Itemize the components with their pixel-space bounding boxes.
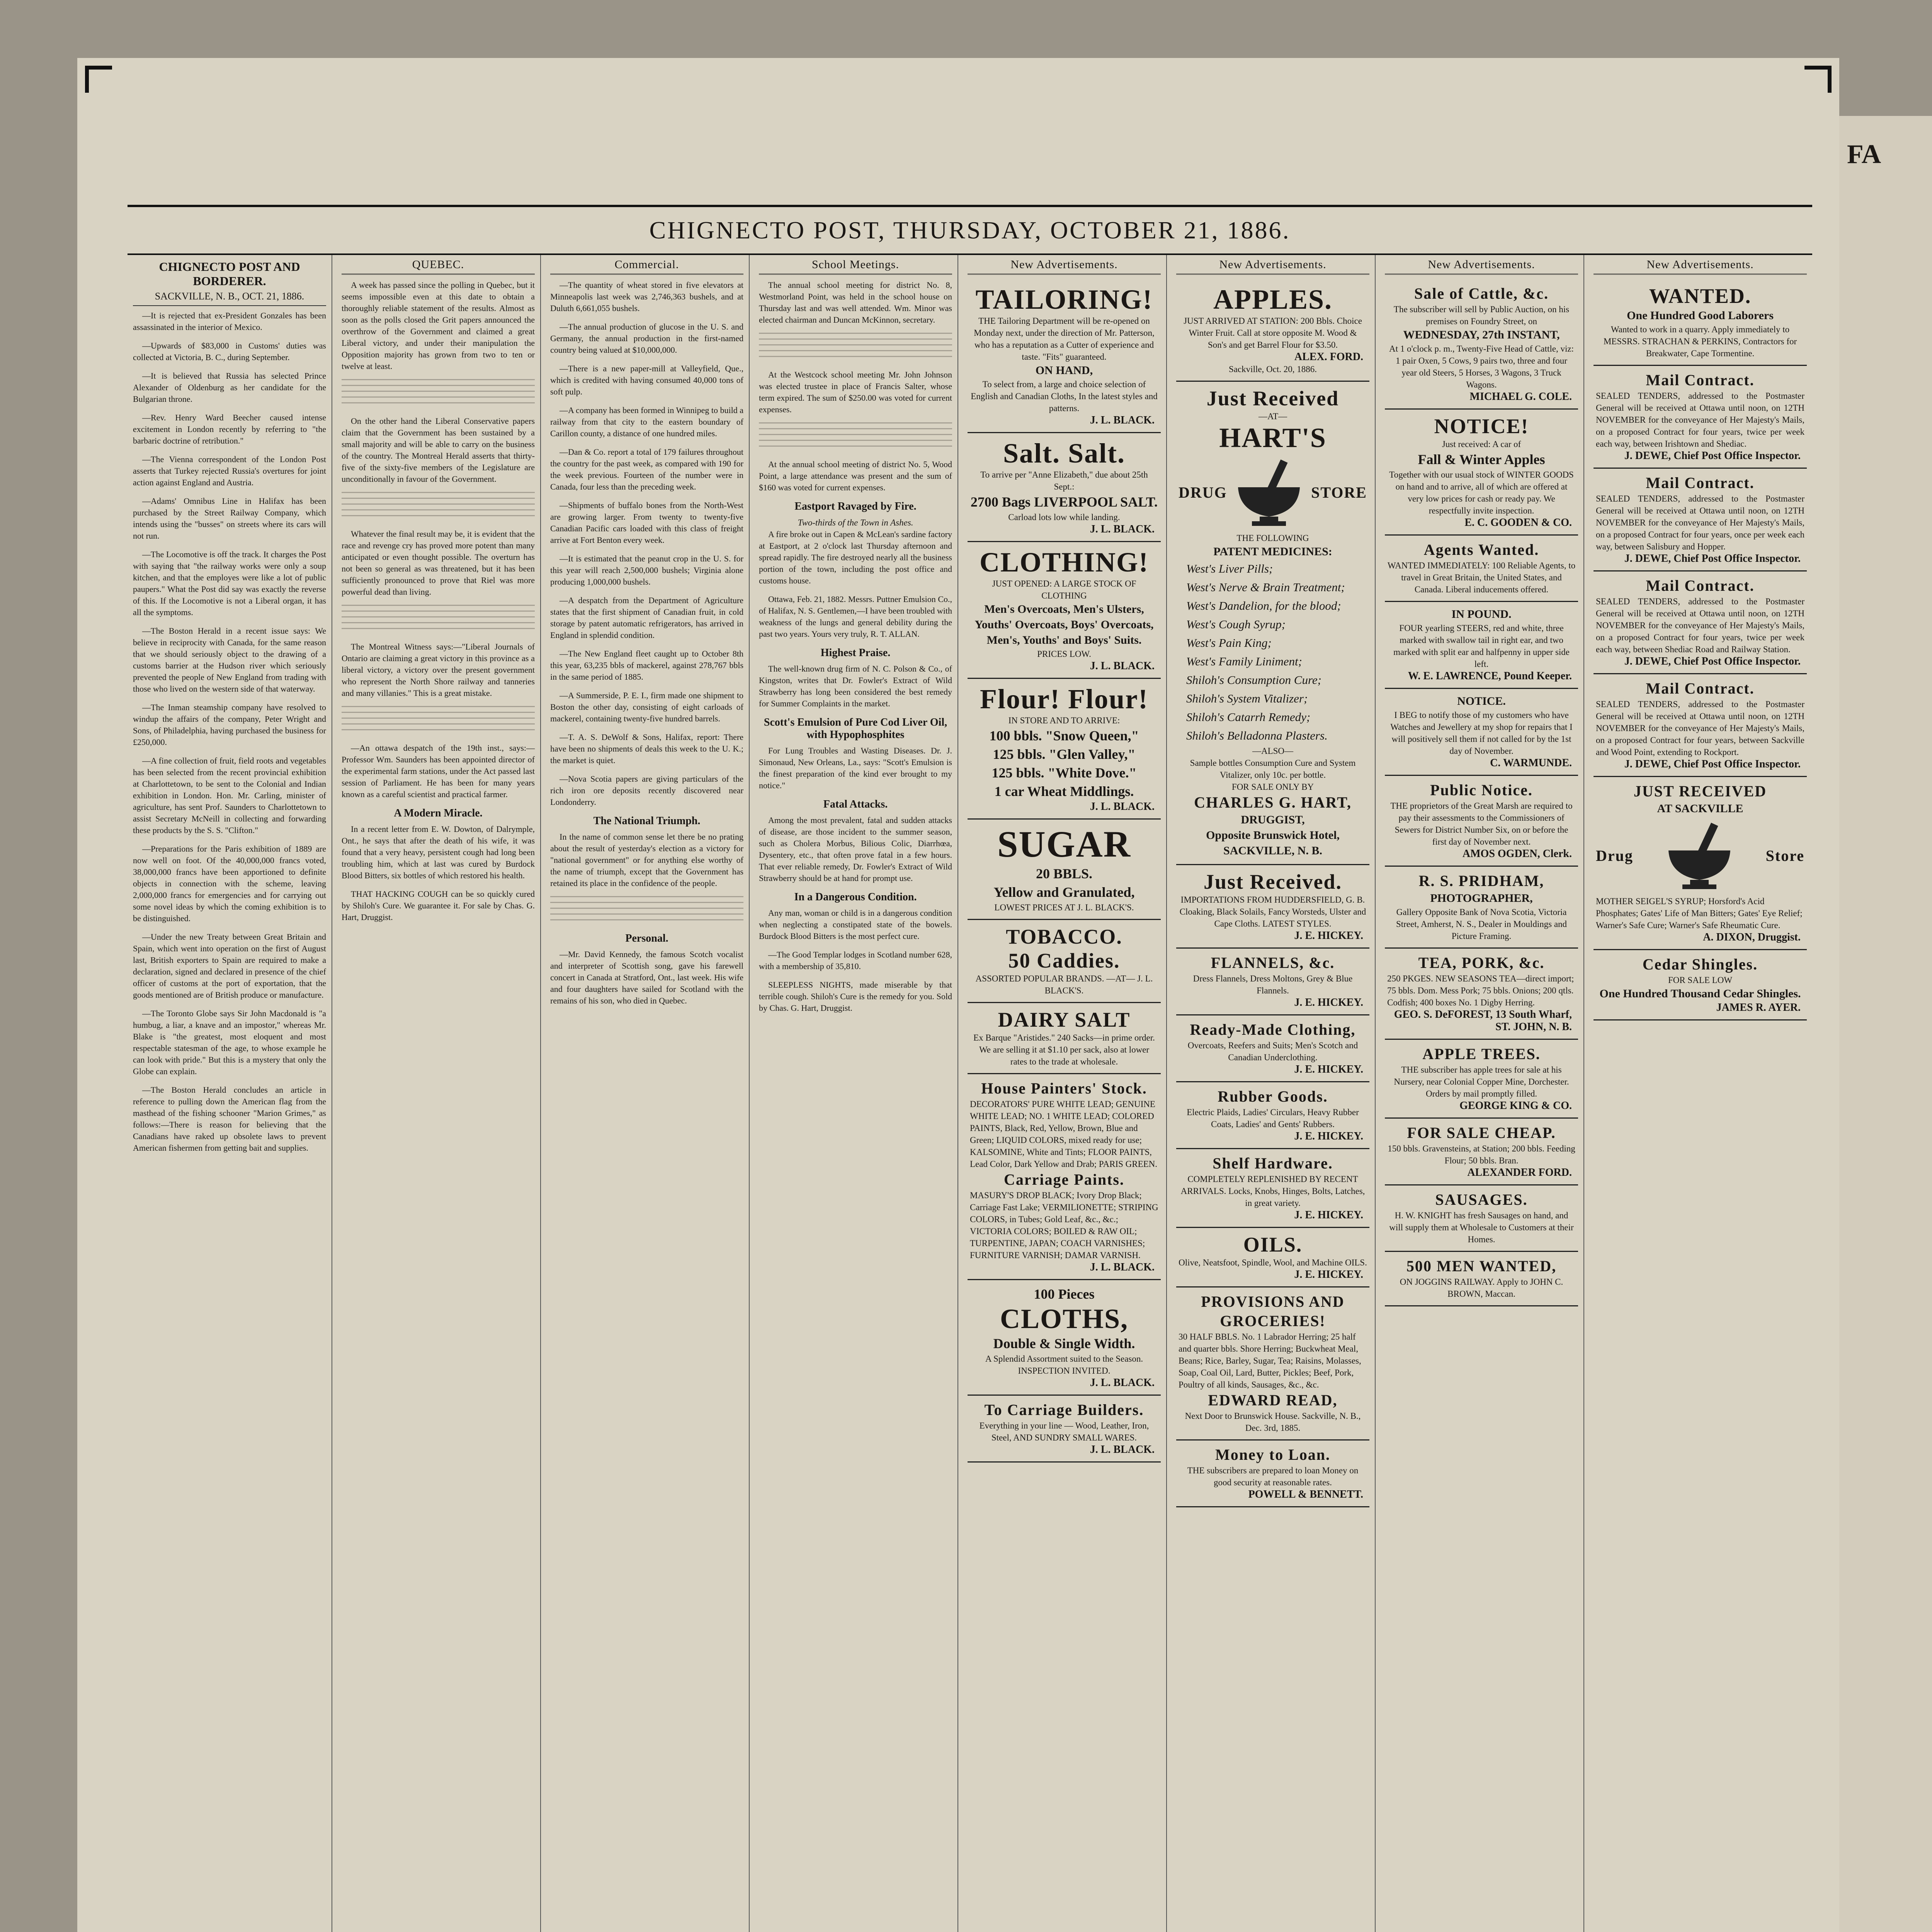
ad-subheading: SACKVILLE, N. B.: [1223, 844, 1322, 857]
ad-sugar: [968, 820, 1161, 920]
ad-body: ASSORTED POPULAR BRANDS. —AT— J. L. BLACK'S.: [975, 974, 1153, 995]
mortar-and-pestle-icon: [1661, 821, 1738, 891]
ad-headline: TEA, PORK, &c.: [1418, 954, 1545, 971]
drug-store-banner: [1179, 453, 1367, 532]
article-paragraph: The well-known drug firm of N. C. Polson & Co., of Kingston, writes that Dr. Fowler's Extract of Wild Strawberry has long been considered the best remedy for Summer Complaints in the market.: [759, 664, 952, 708]
article-paragraph: For Lung Troubles and Wasting Diseases. Dr. J. Simonaud, New Orleans, La., says: "Scott's Emulsion is the finest preparation of the kind ever brought to my notice.": [759, 746, 952, 790]
ad-body: THE subscriber has apple trees for sale at his Nursery, near Colonial Copper Mine, Dorchester. Orders by mail promptly filled.: [1394, 1065, 1569, 1099]
ad-flour: [968, 679, 1161, 820]
ad-body: 250 PKGES. NEW SEASONS TEA—direct import; 75 bbls. Dom. Mess Pork; 75 bbls. Onions; 200 qtls. Codfish; 400 boxes No. 1 Digby Herring.: [1387, 974, 1574, 1007]
news-item: —The New England fleet caught up to October 8th this year, 63,235 bbls of mackerel, against 278,767 bbls in the same period of 1885.: [550, 649, 743, 682]
list-item: West's Dandelion, for the blood;: [1186, 599, 1341, 612]
list-item: West's Liver Pills;: [1186, 562, 1273, 575]
adjacent-page-text: FA: [1847, 139, 1881, 169]
ad-subheading: PHOTOGRAPHER,: [1430, 892, 1533, 905]
ad-mail-contract: [1594, 469, 1807, 571]
ad-signature: J. L. BLACK.: [1090, 660, 1155, 672]
ad-body: 150 bbls. Gravensteins, at Station; 200 bbls. Feeding Flour; 50 bbls. Bran.: [1388, 1144, 1575, 1165]
ad-headline: EDWARD READ,: [1208, 1391, 1338, 1409]
article-paragraph: In a recent letter from E. W. Dowton, of Dalrymple, Ont., he says that after the death of his wife, it was found that a very heavy, persistent cough had long been troubling him, which at last was cured by Burdock Blood Bitters, six bottles of which restored his health.: [342, 824, 535, 880]
ad-body: Overcoats, Reefers and Suits; Men's Scotch and Canadian Underclothing.: [1187, 1041, 1358, 1062]
ad-signature: ALEX. FORD.: [1294, 351, 1363, 363]
column-4: [753, 255, 958, 1932]
ad-body: Dress Flannels, Dress Moltons, Grey & Blue Flannels.: [1193, 974, 1353, 995]
crop-mark-top-left: [85, 66, 112, 93]
text-block: [342, 605, 535, 632]
article-paragraph: On the other hand the Liberal Conservative papers claim that the Government has been sustained by a small majority and will be able to carry on the business of the country. The Montreal Herald asserts that thirty-five of the sixty-five members of the Legislature are unconditionally in favour of the Government.: [342, 416, 535, 484]
ad-body: A Splendid Assortment suited to the Season. INSPECTION INVITED.: [985, 1354, 1143, 1376]
ad-signature: J. L. BLACK.: [1090, 1261, 1155, 1273]
ad-signature: J. E. HICKEY.: [1294, 997, 1363, 1009]
ad-subheading: One Hundred Good Laborers: [1627, 309, 1774, 322]
ad-headline: Mail Contract.: [1646, 680, 1755, 697]
ad-in-pound: [1385, 602, 1578, 689]
ad-headline: Just Received.: [1204, 870, 1342, 893]
ad-body: SEALED TENDERS, addressed to the Postmaster General will be received at Ottawa until noon, on 12TH NOVEMBER for the conveyance of Her Majesty's Mails, on a proposed Contract for four years, twice per week each way, between Shediac Road and Railway Station.: [1596, 597, 1804, 654]
ad-line: 125 bbls. "Glen Valley,": [993, 747, 1136, 762]
ad-headline: Carriage Paints.: [1004, 1171, 1124, 1188]
medicine-list: [1179, 560, 1367, 745]
newspaper-page: [128, 255, 1812, 1932]
ad-line: 20 BBLS.: [1036, 866, 1093, 881]
article-title: In a Dangerous Condition.: [794, 891, 917, 903]
ad-word: DRUG: [1179, 484, 1227, 501]
news-item: —A company has been formed in Winnipeg to build a railway from that city to the eastern boundary of Carillon county, a distance of one hundred miles.: [550, 405, 743, 438]
news-item: —The annual production of glucose in the U. S. and Germany, the annual production in the first-named country being valued at $10,000,000.: [550, 322, 743, 355]
news-item: —Upwards of $83,000 in Customs' duties was collected at Victoria, B. C., during September.: [133, 341, 326, 362]
ad-subheading: One Hundred Thousand Cedar Shingles.: [1599, 987, 1801, 1000]
ad-signature: J. E. HICKEY.: [1294, 1209, 1363, 1221]
ad-headline: FOR SALE CHEAP.: [1407, 1124, 1556, 1141]
ad-for-sale-cheap: [1385, 1119, 1578, 1185]
list-item: Shiloh's System Vitalizer;: [1186, 692, 1308, 705]
ad-harts-drug-store: [1176, 382, 1369, 865]
column-heading: New Advertisements.: [1176, 258, 1369, 275]
ad-signature: J. E. HICKEY.: [1294, 1063, 1363, 1075]
news-item: —It is believed that Russia has selected Prince Alexander of Oldenburg as her candidate for the Bulgarian throne.: [133, 371, 326, 404]
ad-body: Just received: A car of: [1442, 439, 1521, 449]
news-item: —The Inman steamship company have resolved to windup the affairs of the company, Peter Wright and Sons, of Philadelphia, having purchased the business for £250,000.: [133, 702, 326, 747]
ad-mail-contract: [1594, 366, 1807, 469]
article-title: Eastport Ravaged by Fire.: [794, 500, 917, 512]
ad-signature: MICHAEL G. COLE.: [1469, 391, 1572, 403]
ad-subheading: Opposite Brunswick Hotel,: [1206, 829, 1340, 842]
ad-headline: R. S. PRIDHAM,: [1418, 872, 1544, 889]
text-block: [759, 422, 952, 449]
ad-body: FOR SALE ONLY BY: [1231, 782, 1314, 792]
ad-headline: JUST RECEIVED: [1633, 782, 1767, 800]
testimonial-paragraph: Ottawa, Feb. 21, 1882. Messrs. Puttner Emulsion Co., of Halifax, N. S. Gentlemen,—I have been troubled with weakness of the lungs and general debility during the past two years. Yours very truly, R. T. ALLAN.: [759, 594, 952, 639]
news-item: —It is rejected that ex-President Gonzales has been assassinated in the interior of Mexico.: [133, 311, 326, 332]
ad-signature: J. L. BLACK.: [1090, 801, 1155, 813]
ad-body: —ALSO—: [1252, 746, 1294, 756]
ad-tea-pork: [1385, 949, 1578, 1040]
ad-clothing: [968, 542, 1161, 679]
ad-headline: APPLE TREES.: [1422, 1045, 1541, 1063]
list-item: West's Family Liniment;: [1186, 655, 1302, 668]
ad-signature: J. E. HICKEY.: [1294, 930, 1363, 942]
ad-carriage-builders: [968, 1396, 1161, 1463]
news-item: —A fine collection of fruit, field roots and vegetables has been selected from the recent provincial exhibition at Charlottetown, to be sent to the Colonial and Indian exhibition in London. Hon. Mr. Carling, minister of agriculture, has sent Prof. Saunders to Charlottetown to assist Secretary McNeill in collecting and forwarding these products by the S. S. "Clifton.": [133, 756, 326, 835]
ad-line: Double & Single Width.: [993, 1336, 1135, 1351]
ad-headline: Salt. Salt.: [1003, 438, 1126, 469]
ad-line: 100 bbls. "Snow Queen,": [989, 728, 1139, 743]
ad-headline: Flour! Flour!: [980, 684, 1148, 714]
ad-headline: House Painters' Stock.: [981, 1080, 1147, 1097]
ad-headline: TAILORING!: [975, 284, 1153, 315]
ad-apple-trees: [1385, 1040, 1578, 1119]
ad-line: 125 bbls. "White Dove.": [992, 765, 1137, 781]
ad-signature: J. DEWE, Chief Post Office Inspector.: [1624, 758, 1801, 770]
ad-body: LOWEST PRICES AT J. L. BLACK'S.: [994, 903, 1134, 912]
news-item: —There is a new paper-mill at Valleyfield, Que., which is credited with having consumed 40,000 tons of soft pulp.: [550, 364, 743, 396]
ad-public-notice: [1385, 776, 1578, 867]
ad-signature: JAMES R. AYER.: [1716, 1002, 1801, 1014]
ad-signature: ALEXANDER FORD.: [1467, 1167, 1572, 1179]
text-block: [342, 379, 535, 406]
ad-headline: To Carriage Builders.: [984, 1401, 1144, 1418]
ad-body: Gallery Opposite Bank of Nova Scotia, Victoria Street, Amherst, N. S., Dealer in Mouldings and Picture Framing.: [1396, 907, 1567, 941]
news-item: —The quantity of wheat stored in five elevators at Minneapolis last week was 2,746,363 bushels, and at Duluth 6,661,055 bushels.: [550, 280, 743, 313]
ad-headline: Ready-Made Clothing,: [1190, 1021, 1356, 1038]
ad-painters-stock: [968, 1074, 1161, 1280]
article-title: Highest Praise.: [820, 647, 891, 659]
ad-body: WANTED IMMEDIATELY: 100 Reliable Agents, to travel in Great Britain, the United States, and Canada. Liberal inducements offered.: [1387, 561, 1576, 594]
ad-body: SEALED TENDERS, addressed to the Postmaster General will be received at Ottawa until noon, on 12TH NOVEMBER for the conveyance of Her Majesty's Mails, on a proposed Contract for four years, once per week each way, between Salisbury and Hopper.: [1596, 494, 1804, 551]
list-item: West's Cough Syrup;: [1186, 617, 1286, 631]
ad-signature: J. E. HICKEY.: [1294, 1269, 1363, 1281]
mortar-and-pestle-icon: [1230, 458, 1308, 527]
ad-headline: CHARLES G. HART,: [1194, 794, 1352, 811]
ad-subheading: AT SACKVILLE: [1657, 802, 1743, 815]
ad-body: —AT—: [1258, 412, 1287, 421]
ad-body: PRICES LOW.: [1037, 649, 1091, 659]
news-item: —T. A. S. DeWolf & Sons, Halifax, report: There have been no shipments of deals this week to the U. K.; the market is quiet.: [550, 732, 743, 765]
ad-subheading: WEDNESDAY, 27th INSTANT,: [1403, 328, 1560, 341]
column-heading: QUEBEC.: [342, 258, 535, 275]
ad-signature: GEO. S. DeFOREST, 13 South Wharf, ST. JOHN, N. B.: [1394, 1009, 1572, 1033]
list-item: West's Pain King;: [1186, 636, 1272, 650]
ad-body: FOUR yearling STEERS, red and white, three marked with swallow tail in right ear, and two marked with split ear and halfpenny in upper side left.: [1393, 623, 1570, 669]
ad-dairy-salt: [968, 1003, 1161, 1074]
column-6: [1171, 255, 1376, 1932]
ad-body: Carload lots low while landing.: [1008, 512, 1120, 522]
article-title: Personal.: [625, 932, 668, 944]
ad-body: SEALED TENDERS, addressed to the Postmaster General will be received at Ottawa until noon, on 12TH NOVEMBER for the conveyance of Her Majesty's Mails, on a proposed Contract for four years, twice per week each way, between Irishtown and Shediac.: [1596, 391, 1804, 449]
ad-headline: Mail Contract.: [1646, 371, 1755, 389]
nameplate: CHIGNECTO POST AND BORDERER.: [159, 260, 300, 288]
ad-body: MOTHER SEIGEL'S SYRUP; Horsford's Acid Phosphates; Gates' Life of Man Bitters; Gates' Eye Relief; Warner's Safe Cure; Warner's Safe Rheumatic Cure.: [1596, 896, 1803, 930]
ad-headline: Public Notice.: [1430, 781, 1533, 799]
ad-body: COMPLETELY REPLENISHED BY RECENT ARRIVALS. Locks, Knobs, Hinges, Bolts, Latches, in great variety.: [1180, 1174, 1365, 1208]
ad-headline: CLOTHING!: [979, 547, 1149, 578]
ad-line: 1 car Wheat Middlings.: [994, 784, 1134, 799]
ad-headline: FLANNELS, &c.: [1211, 954, 1335, 971]
ad-signature: J. L. BLACK.: [1090, 1377, 1155, 1389]
ad-body: 30 HALF BBLS. No. 1 Labrador Herring; 25 half and quarter bbls. Shore Herring; Buckwheat Meal, Beans; Rice, Barley, Sugar, Tea; Raisins, Molasses, Soap, Coal Oil, Lard, Butter, Pickles; Beef, Pork, Poultry of all kinds, Sausages, &c., &c.: [1179, 1332, 1361, 1389]
ad-line: 50 Caddies.: [1008, 949, 1120, 972]
ad-body: FOR SALE LOW: [1668, 975, 1733, 985]
ad-subheading: ON HAND,: [1035, 364, 1093, 377]
news-item: —A Summerside, P. E. I., firm made one shipment to Boston the other day, consisting of eight carloads of mackerel, containing twenty-five hundred barrels.: [550, 690, 743, 723]
ad-line: Yellow and Granulated,: [993, 884, 1135, 900]
news-item: —Rev. Henry Ward Beecher caused intense excitement in London recently by referring to "the barbaric doctrine of retribution.": [133, 413, 326, 446]
ad-body: THE Tailoring Department will be re-opened on Monday next, under the direction of Mr. Patterson, who has a reputation as a Cutter of experience and taste. "Fits" guaranteed.: [974, 316, 1155, 362]
ad-headline: SAUSAGES.: [1435, 1191, 1528, 1208]
ad-sausages: [1385, 1185, 1578, 1252]
column-heading: Commercial.: [550, 258, 743, 275]
article-paragraph: A week has passed since the polling in Quebec, but it seems impossible even at this date to obtain a thoroughly reliable statement of the results. Almost as soon as the polls closed the Grit papers announced the overthrow of the Government and claimed a great Liberal victory, and under their manipulation the Opposition majority has grown from two to ten or twelve at least.: [342, 280, 535, 371]
ad-headline: CLOTHS,: [1000, 1303, 1129, 1334]
list-item: West's Nerve & Brain Treatment;: [1186, 580, 1345, 594]
ad-body: Olive, Neatsfoot, Spindle, Wool, and Machine OILS.: [1179, 1258, 1367, 1267]
ad-body: Ex Barque "Aristides." 240 Sacks—in prime order. We are selling it at $1.10 per sack, also at lower rates to the trade at wholesale.: [973, 1033, 1155, 1066]
news-item: —Adams' Omnibus Line in Halifax has been purchased by the Street Railway Company, which intends using the "busses" on streets where its cars will not run.: [133, 496, 326, 541]
ad-headline: Shelf Hardware.: [1213, 1155, 1333, 1172]
article-subtitle: Two-thirds of the Town in Ashes.: [798, 518, 913, 527]
ad-sackville-drug-store: [1594, 777, 1807, 950]
article-paragraph: Among the most prevalent, fatal and sudden attacks of disease, are those incident to the summer season, such as Cholera Morbus, Bilious Colic, Diarrhœa, Dysentery, etc., that often prove fatal in a few hours. That ever reliable remedy, Dr. Fowler's Extract of Wild Strawberry should be at hand for prompt use.: [759, 815, 952, 883]
ad-headline: DAIRY SALT: [998, 1008, 1131, 1031]
ad-headline: Just Received: [1206, 387, 1339, 410]
ad-headline: SUGAR: [997, 823, 1131, 865]
ad-body: JUST OPENED: A LARGE STOCK OF CLOTHING: [992, 579, 1136, 600]
ad-line: 2700 Bags LIVERPOOL SALT.: [970, 494, 1158, 510]
dateline: SACKVILLE, N. B., OCT. 21, 1886.: [133, 291, 326, 306]
news-item: —It is estimated that the peanut crop in the U. S. for this year will reach 2,500,000 bushels; Virginia alone producing 1,000,000 bushels.: [550, 554, 743, 587]
ad-tailoring: [968, 279, 1161, 433]
ad-body: THE FOLLOWING: [1236, 533, 1309, 543]
article-paragraph: —Mr. David Kennedy, the famous Scotch vocalist and interpreter of Scottish song, gave his farewell concert in Canada at Stratford, Ont., last week. His wife and four daughters have sailed for Scotland with the remains of his son, who died in Quebec.: [550, 949, 743, 1005]
ad-shelf-hardware: [1176, 1149, 1369, 1228]
ad-headline: Mail Contract.: [1646, 577, 1755, 594]
ad-headline: Cedar Shingles.: [1642, 956, 1758, 973]
text-block: [550, 896, 743, 923]
news-item: —The Boston Herald in a recent issue says: We believe in reciprocity with Canada, for the same reason that we should seriously object to the drawing of a customs barrier at the Hudson river which seriously prevented the people of New England from trading with those who lived on the western side of that waterway.: [133, 626, 326, 694]
ad-body: Wanted to work in a quarry. Apply immediately to MESSRS. STRACHAN & PERKINS, Contractors for Breakwater, Cape Tormentine.: [1603, 325, 1797, 358]
ad-signature: C. WARMUNDE.: [1490, 757, 1572, 769]
ad-signature: GEORGE KING & CO.: [1459, 1100, 1572, 1112]
article-paragraph: The Montreal Witness says:—"Liberal Journals of Ontario are claiming a great victory in this province as a liberal victory, a victory over the present government who represent the North Shore railway and tanneries and many villanies." This is a great mistake.: [342, 642, 535, 698]
column-8: [1588, 255, 1812, 1932]
ad-signature: AMOS OGDEN, Clerk.: [1462, 848, 1572, 860]
news-item: At the Westcock school meeting Mr. John Johnson was elected trustee in place of Francis Salter, whose term expired. The sum of $250.00 was voted for current expenses.: [759, 370, 952, 414]
ad-cedar-shingles: [1594, 950, 1807, 1020]
ad-body: I BEG to notify those of my customers who have Watches and Jewellery at my shop for repairs that I will positively sell them if not called for by the 1st day of November.: [1390, 710, 1573, 756]
ad-signature: J. E. HICKEY.: [1294, 1130, 1363, 1142]
news-item: —A despatch from the Department of Agriculture states that the first shipment of Canadian fruit, in cold storage by patent automatic refrigerators, has arrived in England in splendid condition.: [550, 595, 743, 640]
notice-paragraph: THAT HACKING COUGH can be so quickly cured by Shiloh's Cure. We guarantee it. For sale by Chas. G. Hart, Druggist.: [342, 889, 535, 922]
ad-body: THE subscribers are prepared to loan Money on good security at reasonable rates.: [1187, 1466, 1359, 1487]
ad-ready-made-clothing: [1176, 1015, 1369, 1082]
ad-signature: POWELL & BENNETT.: [1248, 1488, 1363, 1500]
ad-headline: Rubber Goods.: [1218, 1088, 1328, 1105]
article-paragraph: —An ottawa despatch of the 19th inst., says:—Professor Wm. Saunders has been appointed director of the experimental farm stations, under the Act passed last session of Parliament. He has been for many years known as a careful scientist and practical farmer.: [342, 743, 535, 799]
ad-mail-contract: [1594, 674, 1807, 777]
ad-headline: Mail Contract.: [1646, 474, 1755, 492]
article-title: A Modern Miracle.: [394, 807, 483, 819]
ad-body: MASURY'S DROP BLACK; Ivory Drop Black; Carriage Fast Lake; VERMILIONETTE; STRIPING COLORS, in Tubes; Gold Leaf, &c., &c.; VICTORIA COLORS; BOILED & RAW OIL; TURPENTINE, JAPAN; COACH VARNISHES; FURNITURE VARNISH; DAMAR VARNISH.: [970, 1190, 1158, 1260]
article-paragraph: A fire broke out in Capen & McLean's sardine factory at Eastport, at 2 o'clock last Thursday afternoon and spread rapidly. The fire destroyed nearly all the business portion of the town, including the post office and customs house.: [759, 529, 952, 585]
column-heading: School Meetings.: [759, 258, 952, 275]
ad-rubber-goods: [1176, 1082, 1369, 1149]
ad-agents-wanted: [1385, 536, 1578, 602]
ad-body: THE proprietors of the Great Marsh are required to pay their assessments to the Commissioners of Sewers for District Number Six, on or before the first day of November next.: [1390, 801, 1573, 847]
ad-headline: HART'S: [1219, 422, 1327, 453]
news-item: —Nova Scotia papers are giving particulars of the rich iron ore deposits recently discovered near Londonderry.: [550, 774, 743, 807]
ad-notice-watches: [1385, 689, 1578, 776]
ad-signature: J. DEWE, Chief Post Office Inspector.: [1624, 450, 1801, 462]
ad-tobacco: [968, 920, 1161, 1003]
ad-provisions: [1176, 1287, 1369, 1440]
ad-word: Store: [1765, 847, 1804, 864]
ad-signature: J. L. BLACK.: [1090, 1444, 1155, 1456]
text-block: [759, 333, 952, 360]
ad-headline: WANTED.: [1649, 284, 1752, 308]
article-paragraph: Whatever the final result may be, it is evident that the race and revenge cry has proved more potent than many anticipated or even thought possible. The overturn has not been so general as was threatened, but it has been sufficiently pronounced to prove that Riel was more powerful dead than living.: [342, 529, 535, 597]
column-7: [1379, 255, 1584, 1932]
ad-flannels: [1176, 949, 1369, 1015]
ad-signature: W. E. LAWRENCE, Pound Keeper.: [1408, 670, 1572, 682]
column-heading: New Advertisements.: [968, 258, 1161, 275]
news-item: —The Good Templar lodges in Scotland number 628, with a membership of 35,810.: [759, 950, 952, 971]
column-1: [128, 255, 332, 1932]
news-item: —The Boston Herald concludes an article in reference to pulling down the American flag from the masthead of the fishing schooner "Marion Grimes," as follows:—There is reason for believing that the Canadians have raked up obsolete laws to prevent American fishermen from getting bait and supplies.: [133, 1085, 326, 1153]
ad-signature: J. L. BLACK.: [1090, 523, 1155, 535]
ad-body: DECORATORS' PURE WHITE LEAD; GENUINE WHITE LEAD; NO. 1 WHITE LEAD; COLORED PAINTS, Black, Red, Yellow, Brown, Blue and Green; LIQUID COLORS, mixed ready for use; KALSOMINE, White and Tints; FLOOR PAINTS, Lead Color, Dark Yellow and Drab; PARIS GREEN.: [970, 1099, 1158, 1169]
news-item: —Under the new Treaty between Great Britain and Spain, which went into operation on the first of August last, British exporters to Spain are required to make a declaration, signed and declared in presence of the chief officer of customs at the port of exportation, that the goods mentioned are of British produce or manufacture.: [133, 932, 326, 1000]
ad-photographer: [1385, 867, 1578, 949]
news-item: —The Vienna correspondent of the London Post asserts that Turkey rejected Russia's overtures for joint action against England and Austria.: [133, 454, 326, 487]
ad-notice-apples: [1385, 410, 1578, 536]
ad-headline: PROVISIONS AND GROCERIES!: [1201, 1293, 1345, 1330]
ad-body: JUST ARRIVED AT STATION: 200 Bbls. Choice Winter Fruit. Call at store opposite M. Wood & Son's and get Barrel Flour for $3.50.: [1184, 316, 1362, 350]
ad-men-wanted: [1385, 1252, 1578, 1306]
ad-signature: J. DEWE, Chief Post Office Inspector.: [1624, 553, 1801, 565]
column-2: [336, 255, 541, 1932]
ad-signature: E. C. GOODEN & CO.: [1464, 517, 1572, 529]
ad-laborers-wanted: [1594, 279, 1807, 366]
crop-mark-top-right: [1804, 66, 1832, 93]
ad-date: Sackville, Oct. 20, 1886.: [1228, 364, 1317, 374]
ad-body: H. W. KNIGHT has fresh Sausages on hand, and will supply them at Wholesale to Customers at their Homes.: [1389, 1211, 1574, 1244]
ad-body: Everything in your line — Wood, Leather, Iron, Steel, AND SUNDRY SMALL WARES.: [979, 1421, 1149, 1442]
ad-body: Electric Plaids, Ladies' Circulars, Heavy Rubber Coats, Ladies' and Gents' Rubbers.: [1187, 1107, 1359, 1129]
ad-body: To select from, a large and choice selection of English and Canadian Cloths, In the latest styles and patterns.: [971, 379, 1158, 413]
article-title: The National Triumph.: [593, 815, 701, 827]
news-item: —Dan & Co. report a total of 179 failures throughout the country for the past week, as compared with 190 for the week previous. Fourteen of the number were in Canada, four less than the preceding week.: [550, 447, 743, 492]
ad-headline: Money to Loan.: [1215, 1446, 1330, 1463]
drug-store-banner: [1596, 816, 1804, 895]
ad-body: To arrive per "Anne Elizabeth," due about 25th Sept.:: [980, 470, 1148, 492]
ad-salt: [968, 433, 1161, 542]
ad-line: 100 Pieces: [1034, 1286, 1095, 1302]
news-item: —The Toronto Globe says Sir John Macdonald is "a humbug, a liar, a knave and an impostor," whereas Mr. Blake is "the greatest, most eloquent and most respectable statesman of the age, to whose example he can look with pride." But this is a mystery that only the Globe can explain.: [133, 1009, 326, 1076]
adjacent-page-edge: [1839, 116, 1932, 1932]
ad-headline: Agents Wanted.: [1423, 541, 1539, 558]
list-item: Shiloh's Consumption Cure;: [1186, 673, 1321, 687]
ad-signature: A. DIXON, Druggist.: [1703, 931, 1801, 943]
ad-sale-of-cattle: [1385, 279, 1578, 410]
ad-subheading: Men's Overcoats, Men's Ulsters, Youths' Overcoats, Boys' Overcoats, Men's, Youths' and Boys' Suits.: [975, 603, 1154, 646]
column-3: [545, 255, 750, 1932]
ad-money-to-loan: [1176, 1440, 1369, 1507]
column-heading: New Advertisements.: [1385, 258, 1578, 275]
notice-paragraph: SLEEPLESS NIGHTS, made miserable by that terrible cough. Shiloh's Cure is the remedy for you. Sold by Chas. G. Hart, Druggist.: [759, 980, 952, 1013]
column-heading: New Advertisements.: [1594, 258, 1807, 275]
ad-subheading: NOTICE.: [1457, 695, 1506, 707]
ad-headline: OILS.: [1243, 1233, 1303, 1256]
article-paragraph: In the name of common sense let there be no prating about the result of yesterday's election as a victory for "national government" or for anything else worthy of the name of triumph, except that the Government has retained its place in the confidence of the people.: [550, 832, 743, 888]
text-block: [342, 492, 535, 519]
ad-cloths: [968, 1280, 1161, 1396]
ad-oils: [1176, 1228, 1369, 1287]
news-item: —The Locomotive is off the track. It charges the Post with saying that "the railway works were only a soup kitchen, and that the employes were like a lot of public paupers." What the Post did say was exactly the reverse of this. If the Locomotive is not a Liberal organ, it has all the symptoms.: [133, 549, 326, 617]
ad-body: Next Door to Brunswick House. Sackville, N. B., Dec. 3rd, 1885.: [1185, 1411, 1361, 1433]
ad-headline: TOBACCO.: [1006, 925, 1122, 948]
news-item: The annual school meeting for district No. 8, Westmorland Point, was held in the school house on Thursday last and was well attended. Wm. Minor was elected chairman and Duncan McKinnon, secretary.: [759, 280, 952, 325]
column-5: [962, 255, 1167, 1932]
ad-word: STORE: [1311, 484, 1367, 501]
article-paragraph: Any man, woman or child is in a dangerous condition when neglecting a constipated state of the bowels. Burdock Blood Bitters is the most perfect cure.: [759, 908, 952, 941]
ad-signature: J. L. BLACK.: [1090, 414, 1155, 426]
ad-headline: Sale of Cattle, &c.: [1414, 285, 1549, 302]
ad-body: SEALED TENDERS, addressed to the Postmaster General will be received at Ottawa until noon, on 12TH NOVEMBER for the conveyance of Her Majesty's Mails, on a proposed Contract for four years, between Sackville and Wood Point, extending to Rockport.: [1596, 699, 1804, 757]
ad-headline: 500 MEN WANTED,: [1406, 1257, 1557, 1275]
ad-body: At 1 o'clock p. m., Twenty-Five Head of Cattle, viz: 1 pair Oxen, 5 Cows, 9 pairs two, three and four year old Steers, 5 Horses, 3 Wagons, 3 Truck Wagons.: [1389, 344, 1574, 389]
ad-signature: J. DEWE, Chief Post Office Inspector.: [1624, 655, 1801, 667]
article-title: Fatal Attacks.: [823, 798, 888, 810]
ad-headline: NOTICE!: [1434, 415, 1529, 438]
ad-body: Sample bottles Consumption Cure and System Vitalizer, only 10c. per bottle.: [1190, 758, 1356, 780]
ad-headline: APPLES.: [1213, 284, 1333, 315]
ad-hickey-just-received: [1176, 865, 1369, 949]
list-item: Shiloh's Belladonna Plasters.: [1186, 729, 1328, 742]
news-item: —Preparations for the Paris exhibition of 1889 are now well on foot. Of the 40,000,000 francs voted, 38,000,000 francs have been apportioned to definite objects in connection with the scheme, leaving 2,000,000 francs for emergencies and for carrying out some novel ideas by which the coming exhibition is to be distinguished.: [133, 844, 326, 923]
ad-line: Fall & Winter Apples: [1418, 452, 1545, 467]
ad-body: IN STORE AND TO ARRIVE:: [1008, 716, 1120, 725]
page-masthead: CHIGNECTO POST, THURSDAY, OCTOBER 21, 1886.: [128, 205, 1812, 255]
ad-subheading: PATENT MEDICINES:: [1213, 545, 1332, 558]
ad-body: The subscriber will sell by Public Auction, on his premises on Foundry Street, on: [1393, 304, 1570, 326]
ad-word: Drug: [1596, 847, 1633, 864]
ad-body: ON JOGGINS RAILWAY. Apply to JOHN C. BROWN, Maccan.: [1400, 1277, 1563, 1299]
ad-subheading: DRUGGIST,: [1241, 813, 1305, 826]
news-item: At the annual school meeting of district No. 5, Wood Point, a large attendance was present and the sum of $160 was voted for current expenses.: [759, 459, 952, 492]
ad-subheading: IN POUND.: [1451, 608, 1512, 621]
ad-body: IMPORTATIONS FROM HUDDERSFIELD, G. B. Cloaking, Black Solails, Fancy Worsteds, Ulster and Cape Cloths. LATEST STYLES.: [1179, 895, 1366, 929]
article-title: Scott's Emulsion of Pure Cod Liver Oil, with Hypophosphites: [764, 716, 947, 741]
ad-mail-contract: [1594, 571, 1807, 674]
text-block: [342, 706, 535, 733]
list-item: Shiloh's Catarrh Remedy;: [1186, 710, 1311, 724]
ad-apples: [1176, 279, 1369, 382]
news-item: —Shipments of buffalo bones from the North-West are growing larger. From twenty to twenty-five Canadian Pacific cars loaded with this class of freight arrive at Fort Benton every week.: [550, 500, 743, 545]
ad-body: Together with our usual stock of WINTER GOODS on hand and to arrive, all of which are offered at very low prices for cash or ready pay. We respectfully invite inspection.: [1389, 470, 1574, 515]
